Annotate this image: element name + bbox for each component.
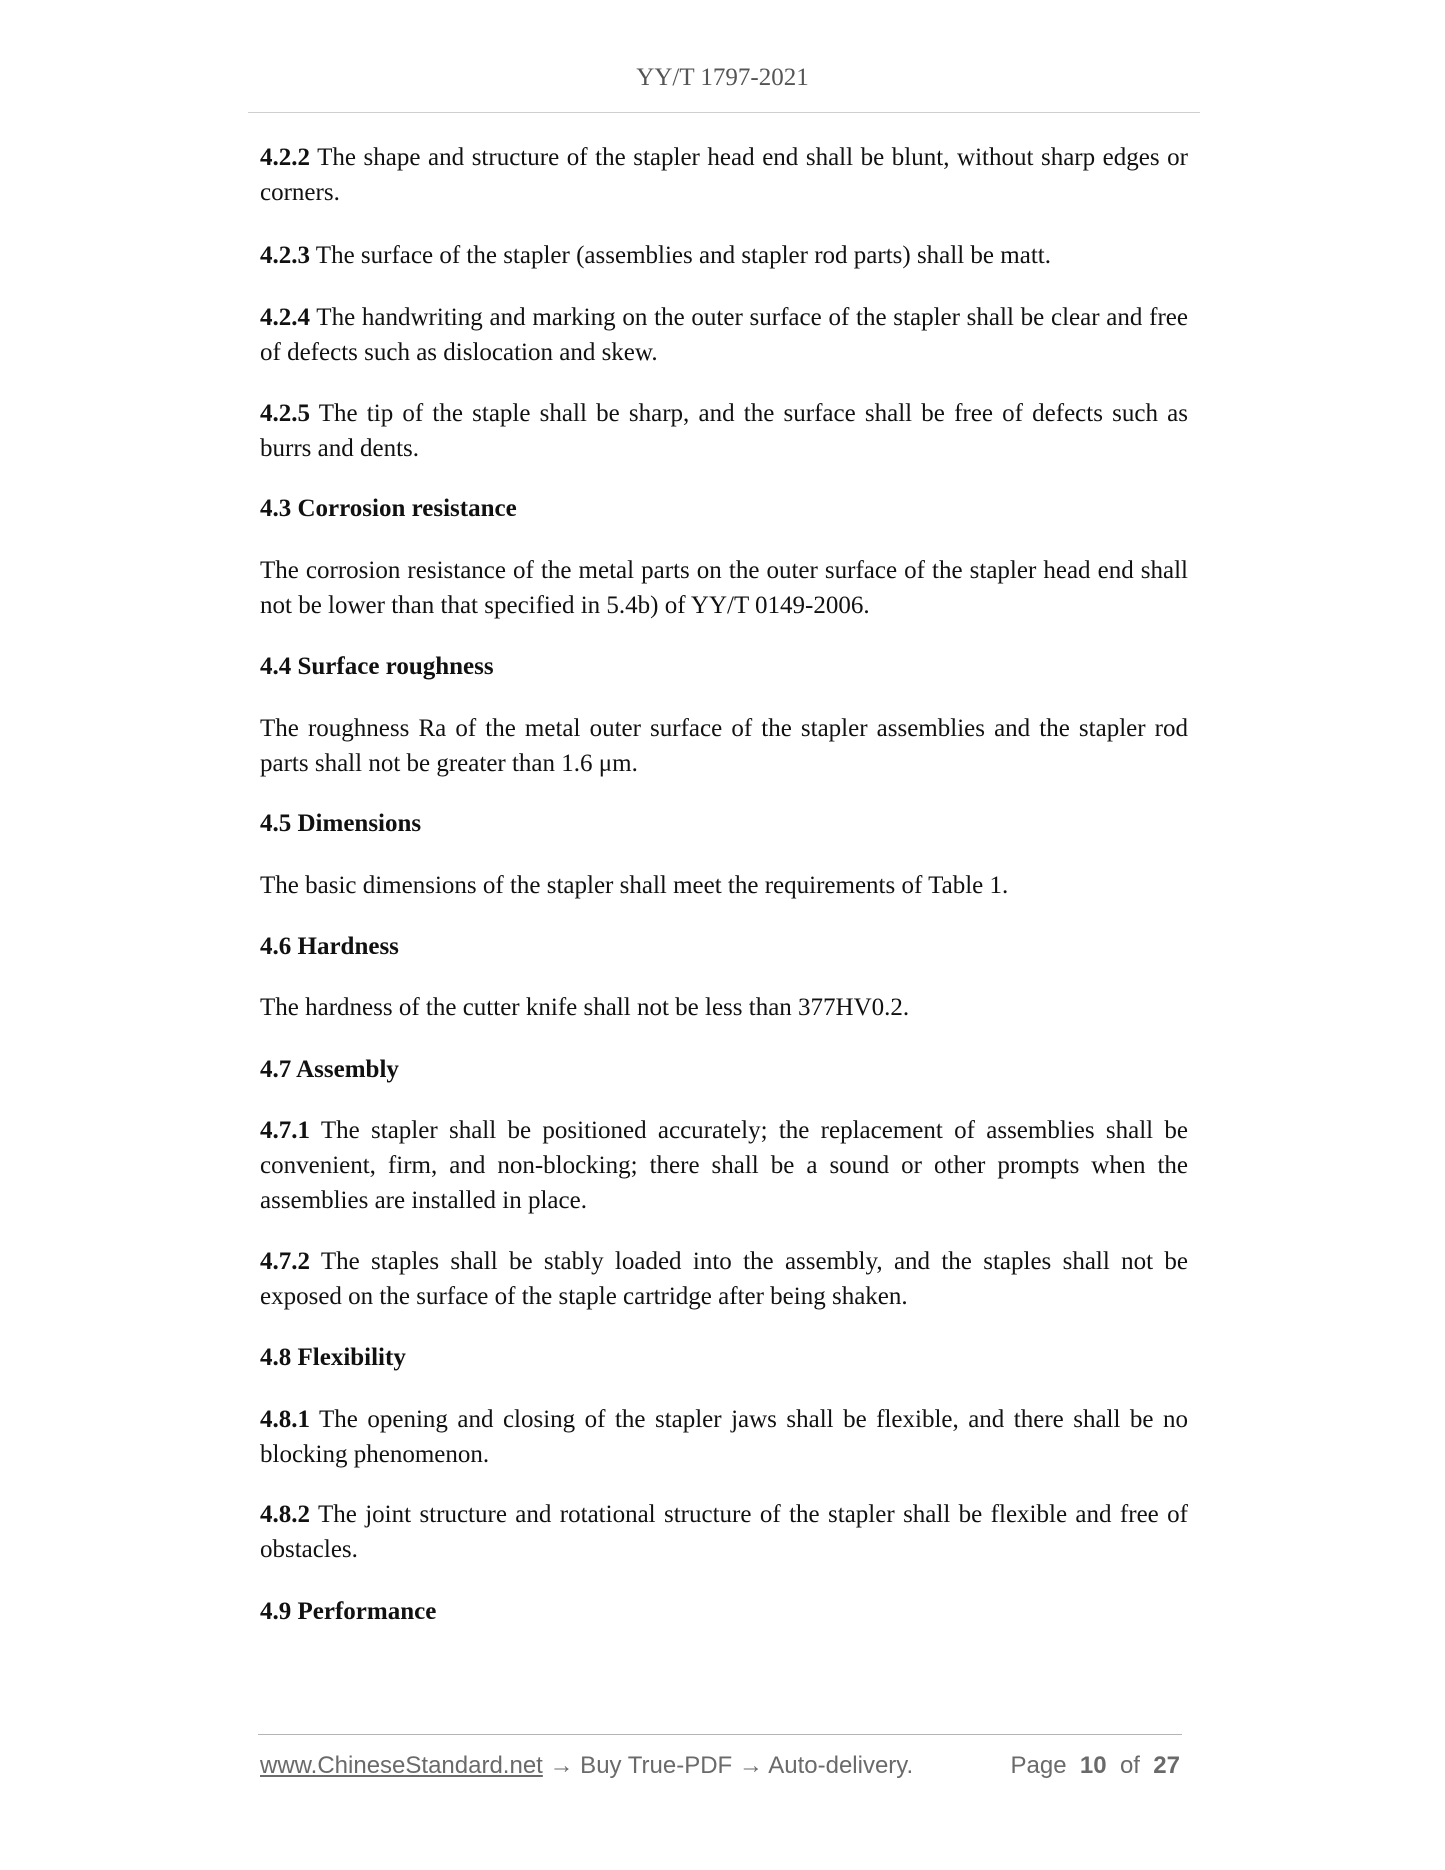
clause-number: 4.7.2 [260,1248,310,1275]
clause-text: The surface of the stapler (assemblies and stapler rod parts) shall be matt. [310,242,1051,269]
clause-text: The opening and closing of the stapler jaws shall be flexible, and there shall be no blocking phenomenon. [260,1406,1188,1468]
footer-divider [258,1734,1182,1735]
clause-number: 4.7.1 [260,1117,310,1144]
page-of-label: of [1119,1752,1140,1779]
clause-text: The stapler shall be positioned accurately; the replacement of assemblies shall be convenient, firm, and non-blocking; there shall be a sound or other prompts when the assemblies are installed in place. [260,1117,1188,1214]
clause-number: 4.8.1 [260,1406,310,1433]
clause-number: 4.2.3 [260,242,310,269]
document-code: YY/T 1797-2021 [636,64,809,91]
clause-4-2-5 [260,396,1188,466]
heading-flexibility: 4.8 Flexibility [260,1344,406,1371]
heading-dimensions: 4.5 Dimensions [260,810,422,837]
paragraph-hardness: The hardness of the cutter knife shall not be less than 377HV0.2. [260,994,910,1021]
clause-text: The staples shall be stably loaded into the assembly, and the staples shall not be exposed on the surface of the staple cartridge after being shaken. [260,1248,1188,1310]
heading-assembly: 4.7 Assembly [260,1056,399,1083]
clause-text: The handwriting and marking on the outer surface of the stapler shall be clear and free of defects such as dislocation and skew. [260,304,1188,366]
current-page-number: 10 [1079,1752,1107,1779]
page-footer [260,1752,1184,1788]
clause-number: 4.8.2 [260,1501,310,1528]
heading-hardness: 4.6 Hardness [260,933,399,960]
clause-4-2-4 [260,300,1188,370]
header-divider [248,112,1200,113]
paragraph-surface-roughness: The roughness Ra of the metal outer surface of the stapler assemblies and the stapler rod parts shall not be greater than 1.6 μm. [260,715,1188,777]
total-page-number: 27 [1153,1752,1180,1779]
clause-4-7-1 [260,1113,1188,1218]
paragraph-corrosion-resistance: The corrosion resistance of the metal parts on the outer surface of the stapler head end shall not be lower than that specified in 5.4b) of YY/T 0149-2006. [260,557,1188,619]
footer-tagline: → Buy True-PDF → Auto-delivery. [542,1752,914,1779]
page-label: Page [1010,1752,1067,1779]
clause-4-2-3 [260,238,1188,273]
clause-4-7-2 [260,1244,1188,1314]
clause-4-8-1 [260,1402,1188,1472]
clause-text: The joint structure and rotational structure of the stapler shall be flexible and free of obstacles. [260,1501,1188,1563]
clause-text: The shape and structure of the stapler head end shall be blunt, without sharp edges or corners. [260,144,1188,206]
clause-number: 4.2.4 [260,304,310,331]
clause-number: 4.2.2 [260,144,310,171]
page-indicator [1010,1752,1180,1780]
heading-corrosion-resistance: 4.3 Corrosion resistance [260,495,517,522]
paragraph-dimensions: The basic dimensions of the stapler shall meet the requirements of Table 1. [260,872,1009,899]
heading-performance: 4.9 Performance [260,1598,437,1625]
clause-text: The tip of the staple shall be sharp, and the surface shall be free of defects such as burrs and dents. [260,400,1188,462]
chinese-standard-link[interactable]: www.ChineseStandard.net [260,1752,543,1779]
heading-surface-roughness: 4.4 Surface roughness [260,653,494,680]
clause-4-8-2 [260,1497,1188,1567]
clause-number: 4.2.5 [260,400,310,427]
clause-4-2-2 [260,140,1188,210]
footer-promo [260,1752,913,1780]
